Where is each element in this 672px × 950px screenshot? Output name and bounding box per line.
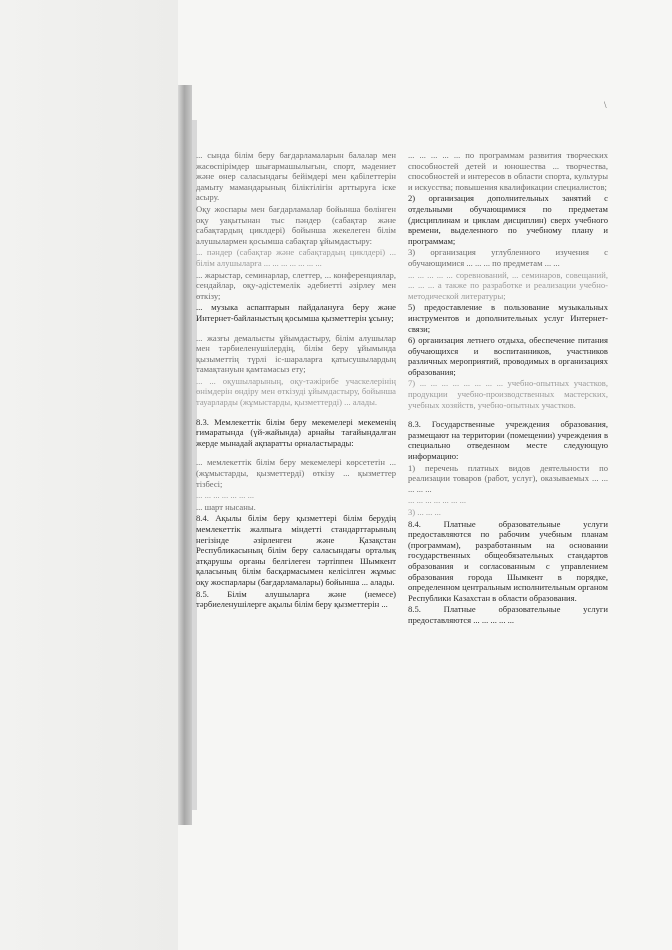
paragraph: ... ... ... ... ... ... ... — [196, 490, 255, 501]
page-mark: \ — [604, 100, 607, 110]
paragraph: ... сында білім беру бағдарламаларын балалар мен жасөспірімдер шығармашылығын, спорт, мәдениет және өнер саласындағы бейімдері мен қабілеттерін дамыту мамандарының біліктілігін арттыруға іске асыру. — [196, 150, 396, 203]
paragraph: ... шарт нысаны. — [196, 501, 256, 512]
paragraph: ... музыка аспаптарын пайдалануға беру және Интернет-байланыстың қосымша қызметтерін ұсыну; — [196, 302, 396, 323]
paragraph: 2) организация дополнительных занятий с отдельными обучающимися по предметам (дисциплинам и циклам дисциплин) сверх учебного времени, выделенного по учебному плану и программам; — [408, 193, 608, 246]
paragraph: ... ... оқушыларының, оқу-тәжірибе учаскелерінің өнімдерін өндіру мен өткізуді ұйымдастыру, бойынша тауарларды (жұмыстарды, қызметтерді) ... алады. — [196, 375, 396, 408]
paragraph: ... жарыстар, семинарлар, слеттер, ... конференциялар, сендайлар, оқу-әдістемелік әдебиетті әзірлеу мен өткізу; — [196, 269, 396, 301]
paragraph: ... пәндер (сабақтар және сабақтардың циклдері) ... білім алушыларға ... ... ... ... ... ... ... — [196, 247, 396, 268]
paragraph: 6) организация летнего отдыха, обеспечение питания обучающихся и воспитанников, участников различных мероприятий, проводимых в организациях образования; — [408, 335, 608, 377]
section-8-4-ru: 8.4. Платные образовательные услуги предоставляются по рабочим учебным планам (программам), разработанным на основании государственных общеобязательных стандартов образования и согласованным с управлением образования города Шымкент в порядке, определенном центральным исполнительным органом Республики Казахстан в области образования. — [408, 518, 608, 603]
russian-text-column — [408, 150, 608, 627]
paragraph: Оқу жоспары мен бағдарламалар бойынша бөлінген оқу уақытынан тыс пәндер (сабақтар және сабақтардың циклдері) бойынша жекелеген білім алушылармен қосымша сабақтар ұйымдастыру: — [196, 203, 396, 246]
paragraph: 3) ... ... ... — [408, 507, 441, 517]
section-8-5-kz: 8.5. Білім алушыларға және (немесе) тәрбиеленушілерге ақылы білім беру қызметтерін ... — [196, 588, 396, 610]
kazakh-text-column — [196, 150, 396, 611]
paragraph: 5) предоставление в пользование музыкальных инструментов и дополнительных услуг Интернет-связи; — [408, 302, 608, 334]
paragraph: 7) ... ... ... ... ... ... ... ... учебно-опытных участков, продукции учебно-производственных мастерских, учебных хозяйств, учебно-опытных участков. — [408, 378, 608, 410]
paragraph: ... ... ... ... ... по программам развития творческих способностей детей и юношества ... творчества, способностей и интересов в области спорта, культуры и искусства; повышения квалификации специалистов; — [408, 150, 608, 192]
paragraph: ... мемлекеттік білім беру мекемелері көрсететін ... (жұмыстарды, қызметтерді) өткізу ... қызметтер тізбесі; — [196, 457, 396, 489]
page-left-margin — [0, 0, 178, 950]
paragraph: ... жазғы демалысты ұйымдастыру, білім алушылар мен тәрбиеленушілердің, білім беру ұйымында қызыметтің түрлі іс-шараларға қатысушылардың тамақтануын қамтамасыз ету; — [196, 332, 396, 375]
binding-shadow — [178, 85, 192, 825]
paragraph: 1) перечень платных видов деятельности по реализации товаров (работ, услуг), оказываемых ... ... ... ... ... — [408, 462, 608, 494]
paragraph: ... ... ... ... ... ... ... — [408, 495, 467, 506]
paragraph: ... ... ... ... ... соревнований, ... семинаров, совещаний, ... ... ... а также по разработке и реализации учебно-методической литературы; — [408, 269, 608, 301]
section-8-3-ru: 8.3. Государственные учреждения образования, размещают на территории (помещении) учреждения в специально отведенном месте следующую информацию: — [408, 419, 608, 462]
paragraph: 3) организация углубленного изучения с обучающимися ... ... ... по предметам ... ... — [408, 247, 608, 268]
section-8-4-kz: 8.4. Ақылы білім беру қызметтері білім берудің мемлекеттік жалпыға міндетті стандарттарының негізінде әзірленген және Қазақстан Республикасының білім беру саласындағы орталық атқарушы органы белгілеген тәртіппен Шымкент қаласының білім басқармасымен келісілген жұмыс оқу жоспарлары (бағдарламалары) бойынша ... алады. — [196, 513, 396, 587]
section-8-3-kz: 8.3. Мемлекеттік білім беру мекемелері мекеменің ғимаратында (үй-жайында) арнайы тағайындалған жерде мынадай ақпаратты орналастырады: — [196, 416, 396, 448]
section-8-5-ru: 8.5. Платные образовательные услуги предоставляются ... ... ... ... ... — [408, 604, 608, 625]
